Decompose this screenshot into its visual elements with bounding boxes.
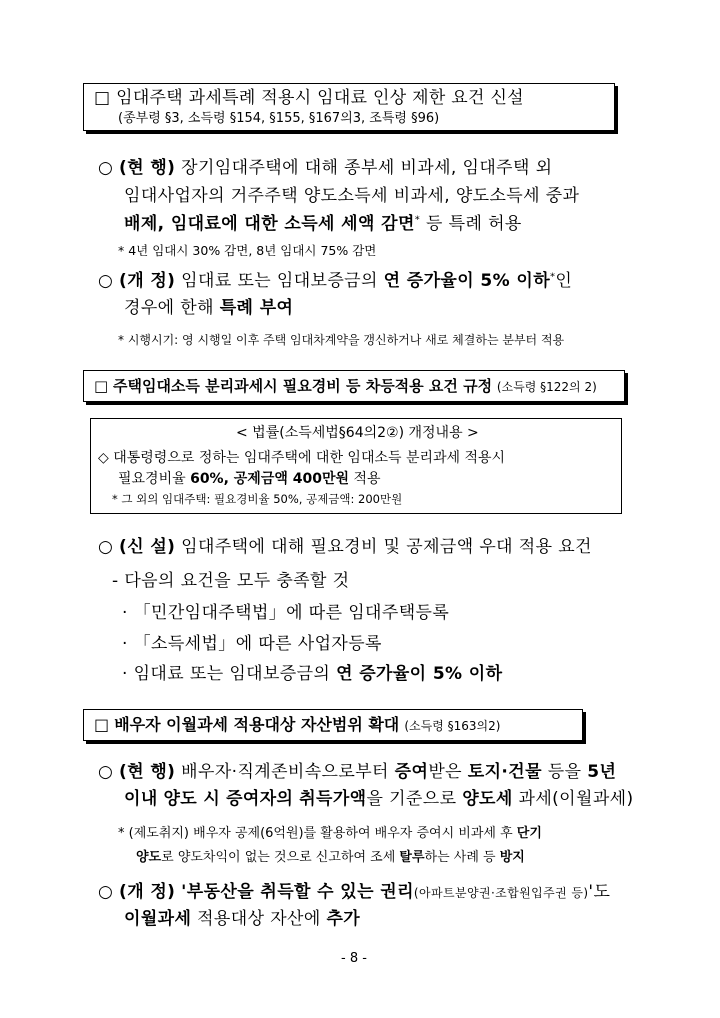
s1-revision-line1: ○ (개 정) 임대료 또는 임대보증금의 연 증가율이 5% 이하*인: [98, 271, 573, 291]
bullet-circle-icon: ○: [98, 537, 114, 557]
s1-revision-note: * 시행시기: 영 시행일 이후 주택 임대차계약을 갱신하거나 새로 체결하는 분부터 적용: [118, 333, 565, 347]
s1-current-line2: 임대사업자의 거주주택 양도소득세 비과세, 양도소득세 중과: [124, 186, 580, 206]
law-box-line1: ◇ 대통령령으로 정하는 임대주택에 대한 임대소득 분리과세 적용시: [98, 450, 506, 466]
section1-refs: (종부령 §3, 소득령 §154, §155, §167의3, 조특령 §96): [118, 111, 440, 126]
checkbox-square-icon: □: [94, 88, 111, 108]
s2-item-1: · 「민간임대주택법」에 따른 임대주택등록: [122, 603, 450, 623]
bullet-circle-icon: ○: [98, 762, 114, 782]
s2-new-line: ○ (신 설) 임대주택에 대해 필요경비 및 공제금액 우대 적용 요건: [98, 537, 592, 557]
bullet-circle-icon: ○: [98, 158, 114, 178]
section1-title: □ 임대주택 과세특례 적용시 임대료 인상 제한 요건 신설: [94, 88, 524, 108]
s1-current-note: * 4년 임대시 30% 감면, 8년 임대시 75% 감면: [118, 243, 377, 258]
s3-note-line2: 양도로 양도차익이 없는 것으로 신고하여 조세 탈루하는 사례 등 방지: [136, 850, 525, 865]
bullet-circle-icon: ○: [98, 882, 114, 902]
s3-current-line2: 이내 양도 시 증여자의 취득가액을 기준으로 양도세 과세(이월과세): [124, 789, 634, 809]
s3-note-line1: * (제도취지) 배우자 공제(6억원)를 활용하여 배우자 증여시 비과세 후 단기: [118, 826, 542, 841]
s1-current-line1: ○ (현 행) 장기임대주택에 대해 종부세 비과세, 임대주택 외: [98, 158, 553, 178]
s1-current-line3: 배제, 임대료에 대한 소득세 세액 감면* 등 특례 허용: [124, 214, 522, 234]
section2-title: □ 주택임대소득 분리과세시 필요경비 등 차등적용 요건 규정 (소득령 §122의 2): [94, 377, 597, 395]
s2-item-2: · 「소득세법」에 따른 사업자등록: [122, 634, 382, 654]
law-box-line2: 필요경비율 60%, 공제금액 400만원 적용: [118, 471, 381, 487]
s3-revision-line2: 이월과세 적용대상 자산에 추가: [124, 909, 361, 929]
s3-revision-line1: ○ (개 정) '부동산을 취득할 수 있는 권리(아파트분양권·조합원입주권 등)'도: [98, 882, 611, 902]
s2-item-3: · 임대료 또는 임대보증금의 연 증가율이 5% 이하: [122, 664, 503, 684]
checkbox-square-icon: □: [94, 377, 109, 395]
law-box-title: < 법률(소득세법§64의2②) 개정내용 >: [236, 425, 479, 441]
s2-dash-line: - 다음의 요건을 모두 충족할 것: [112, 571, 350, 591]
s3-current-line1: ○ (현 행) 배우자·직계존비속으로부터 증여받은 토지·건물 등을 5년: [98, 762, 617, 782]
checkbox-square-icon: □: [94, 715, 110, 734]
law-box-note: * 그 외의 임대주택: 필요경비율 50%, 공제금액: 200만원: [112, 492, 403, 506]
s1-revision-line2: 경우에 한해 특례 부여: [124, 298, 294, 318]
bullet-circle-icon: ○: [98, 271, 114, 291]
section3-title: □ 배우자 이월과세 적용대상 자산범위 확대 (소득령 §163의2): [94, 715, 501, 734]
diamond-icon: ◇: [98, 450, 109, 466]
page-number: - 8 -: [341, 951, 367, 966]
